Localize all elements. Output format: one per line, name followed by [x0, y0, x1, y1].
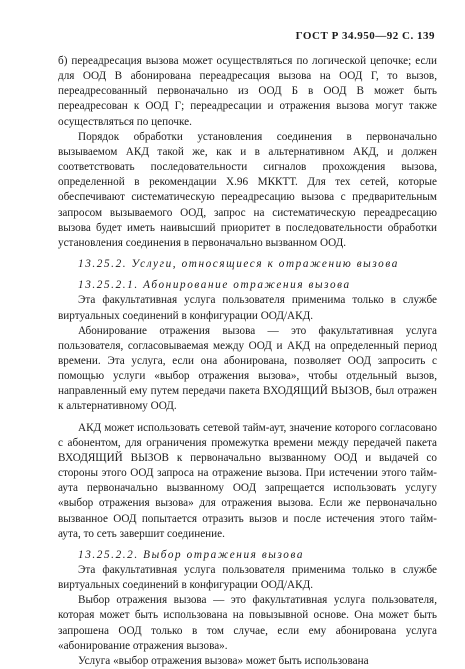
page-header: ГОСТ Р 34.950—92 С. 139: [295, 30, 435, 42]
paragraph-selection-usage: Услуга «выбор отражения вызова» может быть использована: [78, 654, 369, 667]
paragraph-applicability-1: Эта факультативная услуга пользователя применима только в службе виртуальных соединений в конфигурации ООД/АКД.: [58, 294, 437, 322]
section-heading-13-25-2: 13.25.2. Услуги, относящиеся к отражению вызова: [78, 258, 399, 271]
paragraph-applicability-2: Эта факультативная услуга пользователя применима только в службе виртуальных соединений в конфигурации ООД/АКД.: [58, 564, 437, 592]
paragraph-network-timeout: АКД может использовать сетевой тайм-аут, значение которого согласовано с абонентом, для ограничения промежутка времени между передачей пакета ВХОДЯЩИЙ ВЫЗОВ к первоначально вызванному ООД и выдачей со стороны этого ООД запроса на отражение вызова. При истечении этого тайм-аута первоначально вызванному ООД запрещается использовать услугу «выбор отражения вызова» для отражения вызова. Если же первоначально вызванное ООД попытается отразить вызов и после истечения этого тайм-аута, то сеть завершит соединение.: [58, 421, 437, 540]
paragraph-chain-redirection: б) переадресация вызова может осуществляться по логической цепочке; если для ООД В абонирована переадресация вызова на ООД Г, то вызов, переадресованный первоначально из ООД Б в ООД В может быть переадресован к ООД Г; переадресации и отражения вызова могут также осуществляться по цепочке.: [58, 55, 437, 128]
section-heading-13-25-2-1: 13.25.2.1. Абонирование отражения вызова: [78, 279, 351, 292]
paragraph-subscription-definition: Абонирование отражения вызова — это факультативная услуга пользователя, согласовываемая между ООД и АКД на определенный период времени. Эта услуга, если она абонирована, позволяет ООД запросить с помощью услуги «выбор отражения вызова», чтобы отдельный вызов, направленный ему путем передачи пакета ВХОДЯЩИЙ ВЫЗОВ, был отражен к альтернативному ООД.: [58, 324, 437, 413]
paragraph-selection-definition: Выбор отражения вызова — это факультативная услуга пользователя, которая может быть использована на повызывной основе. Она может быть запрошена ООД только в том случае, если ему абонирована услуга «абонирование отражения вызова».: [58, 594, 437, 652]
document-body: [58, 54, 437, 669]
section-heading-13-25-2-2: 13.25.2.2. Выбор отражения вызова: [78, 548, 305, 561]
paragraph-connection-order: Порядок обработки установления соединения в первоначально вызываемом АКД такой же, как и в альтернативном АКД, и должен соответствовать последовательности сигналов прохождения вызова, определенной в рекомендации X.96 МККТТ. Для тех сетей, которые обеспечивают систематическую переадресацию вызова с предварительным запросом вызываемого ООД, запрос на систематическую переадресацию вызова будет иметь наивысший приоритет в последовательности обработки установления соединения в первоначально вызванном ООД.: [58, 130, 437, 249]
